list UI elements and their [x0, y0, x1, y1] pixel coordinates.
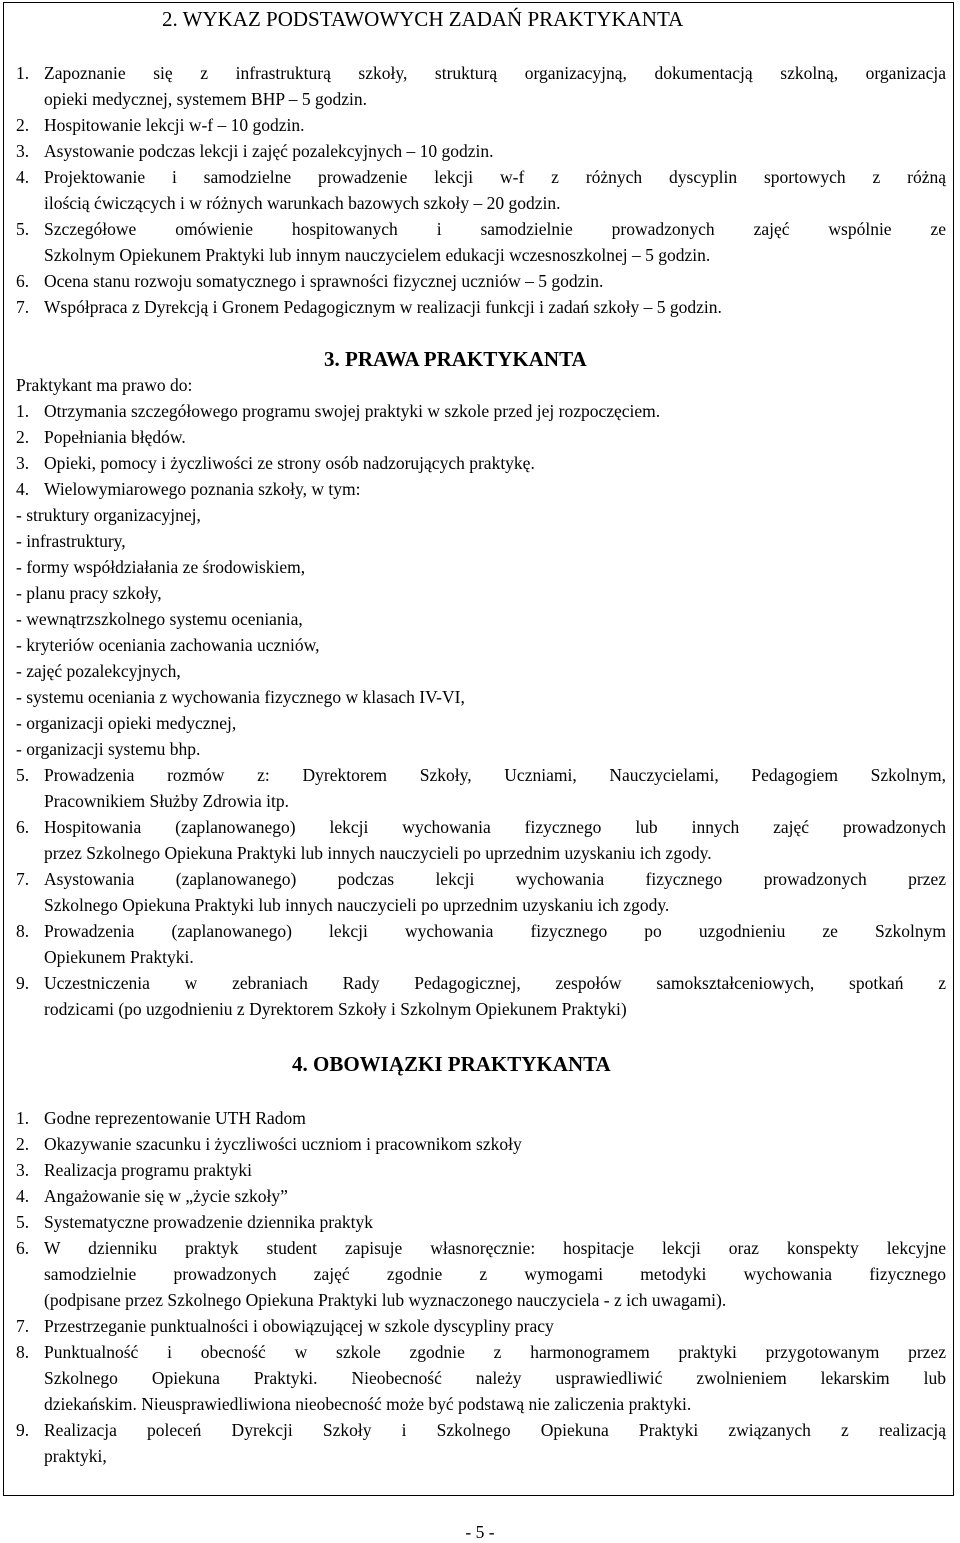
list-number: 4.	[16, 167, 30, 187]
rights-subitem-9: - organizacji opieki medycznej,	[16, 713, 237, 733]
rights-subitem-3: - formy współdziałania ze środowiskiem,	[16, 557, 306, 577]
list-text: Opiekunem Praktyki.	[44, 947, 194, 967]
list-number: 8.	[16, 1342, 30, 1362]
list-text: Godne reprezentowanie UTH Radom	[44, 1108, 306, 1128]
list-number: 6.	[16, 271, 30, 291]
rights-intro: Praktykant ma prawo do:	[16, 375, 193, 395]
list-number: 3.	[16, 141, 30, 161]
list-text: ilością ćwiczących i w różnych warunkach bazowych szkoły – 20 godzin.	[44, 193, 561, 213]
list-text: Współpraca z Dyrekcją i Gronem Pedagogicznym w realizacji funkcji i zadań szkoły – 5 godzin.	[44, 297, 722, 317]
rights-subitem-4: - planu pracy szkoły,	[16, 583, 162, 603]
list-text: samodzielnie prowadzonych zajęć zgodnie z wymogami metodyki wychowania fizycznego	[44, 1264, 946, 1284]
list-text: Asystowanie podczas lekcji i zajęć pozalekcyjnych – 10 godzin.	[44, 141, 494, 161]
list-text: dziekańskim. Nieusprawiedliwiona nieobecność może być podstawą nie zaliczenia praktyki.	[44, 1394, 692, 1414]
list-text: Hospitowanie lekcji w-f – 10 godzin.	[44, 115, 305, 135]
list-number: 8.	[16, 921, 30, 941]
list-number: 3.	[16, 1160, 30, 1180]
rights-subitem-10: - organizacji systemu bhp.	[16, 739, 201, 759]
list-text: Szkolnego Opiekuna Praktyki lub innych nauczycieli po uprzednim uzyskaniu ich zgody.	[44, 895, 670, 915]
list-text: przez Szkolnego Opiekuna Praktyki lub innych nauczycieli po uprzednim uzyskaniu ich zgody.	[44, 843, 712, 863]
rights-subitem-8: - systemu oceniania z wychowania fizycznego w klasach IV-VI,	[16, 687, 465, 707]
list-text: Szkolnego Opiekuna Praktyki. Nieobecność należy usprawiedliwić zwolnieniem lekarskim lub	[44, 1368, 946, 1388]
list-text: Projektowanie i samodzielne prowadzenie lekcji w-f z różnych dyscyplin sportowych z różną	[44, 167, 946, 187]
section-2-title: 2. WYKAZ PODSTAWOWYCH ZADAŃ PRAKTYKANTA	[162, 7, 684, 31]
list-text: Ocena stanu rozwoju somatycznego i sprawności fizycznej uczniów – 5 godzin.	[44, 271, 604, 291]
list-number: 2.	[16, 115, 30, 135]
list-text: praktyki,	[44, 1446, 107, 1466]
list-number: 7.	[16, 297, 30, 317]
list-number: 1.	[16, 63, 30, 83]
list-number: 1.	[16, 401, 30, 421]
list-number: 2.	[16, 427, 30, 447]
list-text: Angażowanie się w „życie szkoły”	[44, 1186, 288, 1206]
rights-subitem-2: - infrastruktury,	[16, 531, 126, 551]
list-text: Zapoznanie się z infrastrukturą szkoły, strukturą organizacyjną, dokumentacją szkolną, organizacja	[44, 63, 946, 83]
list-text: Prowadzenia (zaplanowanego) lekcji wychowania fizycznego po uzgodnieniu ze Szkolnym	[44, 921, 946, 941]
list-text: Uczestniczenia w zebraniach Rady Pedagogicznej, zespołów samokształceniowych, spotkań z	[44, 973, 946, 993]
list-text: Szczegółowe omówienie hospitowanych i samodzielnie prowadzonych zajęć wspólnie ze	[44, 219, 946, 239]
list-text: W dzienniku praktyk student zapisuje własnoręcznie: hospitacje lekcji oraz konspekty lekcyjne	[44, 1238, 946, 1258]
list-text: (podpisane przez Szkolnego Opiekuna Praktyki lub wyznaczonego nauczyciela - z ich uwagami).	[44, 1290, 727, 1310]
list-number: 4.	[16, 479, 30, 499]
section-3-title: 3. PRAWA PRAKTYKANTA	[324, 347, 587, 371]
list-number: 1.	[16, 1108, 30, 1128]
list-text: Realizacja poleceń Dyrekcji Szkoły i Szkolnego Opiekuna Praktyki związanych z realizacją	[44, 1420, 946, 1440]
list-text: Popełniania błędów.	[44, 427, 186, 447]
rights-subitem-1: - struktury organizacyjnej,	[16, 505, 201, 525]
rights-subitem-7: - zajęć pozalekcyjnych,	[16, 661, 181, 681]
rights-subitem-6: - kryteriów oceniania zachowania uczniów,	[16, 635, 320, 655]
list-text: Przestrzeganie punktualności i obowiązującej w szkole dyscypliny pracy	[44, 1316, 554, 1336]
list-text: Pracownikiem Służby Zdrowia itp.	[44, 791, 289, 811]
list-text: Systematyczne prowadzenie dziennika praktyk	[44, 1212, 373, 1232]
list-text: Punktualność i obecność w szkole zgodnie z harmonogramem praktyki przygotowanym przez	[44, 1342, 946, 1362]
list-text: Prowadzenia rozmów z: Dyrektorem Szkoły, Uczniami, Nauczycielami, Pedagogiem Szkolnym,	[44, 765, 946, 785]
list-number: 5.	[16, 219, 30, 239]
list-number: 7.	[16, 1316, 30, 1336]
list-number: 6.	[16, 1238, 30, 1258]
list-text: Wielowymiarowego poznania szkoły, w tym:	[44, 479, 361, 499]
list-number: 9.	[16, 1420, 30, 1440]
list-text: Otrzymania szczegółowego programu swojej praktyki w szkole przed jej rozpoczęciem.	[44, 401, 661, 421]
list-text: Realizacja programu praktyki	[44, 1160, 252, 1180]
section-4-title: 4. OBOWIĄZKI PRAKTYKANTA	[292, 1052, 611, 1076]
list-number: 2.	[16, 1134, 30, 1154]
list-text: Okazywanie szacunku i życzliwości uczniom i pracownikom szkoły	[44, 1134, 522, 1154]
list-text: Asystowania (zaplanowanego) podczas lekcji wychowania fizycznego prowadzonych przez	[44, 869, 946, 889]
list-text: rodzicami (po uzgodnieniu z Dyrektorem Szkoły i Szkolnym Opiekunem Praktyki)	[44, 999, 627, 1019]
rights-subitem-5: - wewnątrzszkolnego systemu oceniania,	[16, 609, 303, 629]
list-number: 4.	[16, 1186, 30, 1206]
list-number: 7.	[16, 869, 30, 889]
list-number: 5.	[16, 765, 30, 785]
list-number: 5.	[16, 1212, 30, 1232]
list-text: opieki medycznej, systemem BHP – 5 godzin.	[44, 89, 368, 109]
list-text: Hospitowania (zaplanowanego) lekcji wychowania fizycznego lub innych zajęć prowadzonych	[44, 817, 946, 837]
page-number: - 5 -	[465, 1522, 495, 1542]
list-text: Opieki, pomocy i życzliwości ze strony osób nadzorujących praktykę.	[44, 453, 535, 473]
list-number: 3.	[16, 453, 30, 473]
list-text: Szkolnym Opiekunem Praktyki lub innym nauczycielem edukacji wczesnoszkolnej – 5 godzin.	[44, 245, 711, 265]
list-number: 9.	[16, 973, 30, 993]
list-number: 6.	[16, 817, 30, 837]
